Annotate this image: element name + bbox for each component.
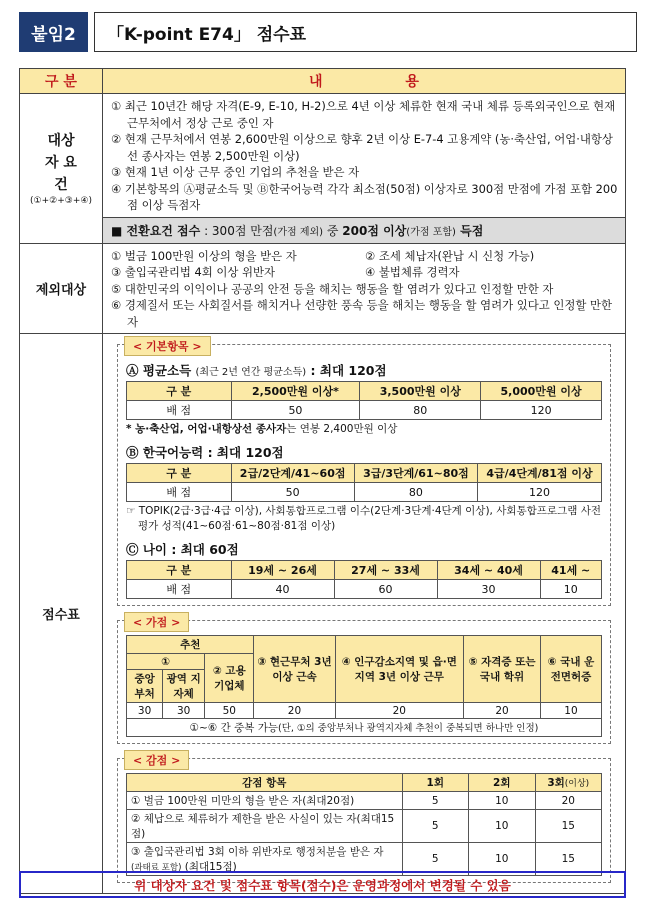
income-h2: 3,500만원 이상 [360, 382, 481, 401]
deduct-table [126, 773, 602, 876]
eligibility-item: ④ 기본항목의 Ⓐ평균소득 및 Ⓑ한국어능력 각각 최소점(50점) 이상자로 300점 만점에 가점 포함 200점 이상 득점자 [111, 181, 618, 212]
korean-title [126, 443, 602, 461]
bonus-c6: ⑥ 국내 운전면허증 [540, 636, 601, 703]
income-h3: 5,000만원 이상 [481, 382, 602, 401]
income-v1: 50 [231, 401, 360, 420]
age-v2: 60 [334, 580, 437, 599]
age-h4: 41세 ~ [540, 561, 601, 580]
score-row [20, 334, 626, 894]
age-h2: 27세 ~ 33세 [334, 561, 437, 580]
transfer-prefix: ■ 전환요건 점수 [111, 223, 201, 238]
transfer-mid1: : 300점 만점 [200, 223, 274, 238]
deduct-box [117, 754, 611, 883]
exclusion-pair [111, 264, 619, 281]
bonus-v2: 50 [205, 703, 254, 719]
transfer-sm1: (가점 제외) [273, 226, 324, 238]
bonus-box [117, 616, 611, 744]
eligibility-row [20, 94, 626, 244]
document-header [19, 12, 637, 52]
exclusion-content [103, 243, 626, 334]
income-title-sub: (최근 2년 연간 평균소득) [195, 367, 307, 378]
korean-header-row [127, 464, 602, 483]
deduct-item: ① 벌금 100만원 미만의 형을 받은 자(최대20점) [127, 792, 403, 810]
eligibility-label-sub: (①+②+③+④) [30, 196, 92, 207]
income-v2: 80 [360, 401, 481, 420]
age-title-max: : 최대 60점 [167, 542, 239, 557]
eligibility-label: 대상자 요건 [45, 133, 77, 194]
korean-h3: 4급/4단계/81점 이상 [478, 464, 602, 483]
deduct-item: ② 체납으로 체류허가 제한을 받은 사실이 있는 자(최대15점) [127, 810, 403, 843]
bonus-note-row [127, 719, 602, 737]
income-v3: 120 [481, 401, 602, 420]
exclusion-pair [111, 248, 619, 265]
korean-note: ☞ TOPIK(2급·3급·4급 이상), 사회통합프로그램 이수(2단계·3단계·4단계 이상), 사회통합프로그램 사전평가 성적(41~60점·61~80점·81점 이상) [126, 505, 601, 532]
exclusion-item: ④ 불법체류 경력자 [365, 265, 460, 279]
korean-v0: 배 점 [127, 483, 232, 502]
age-v1: 40 [231, 580, 334, 599]
deduct-v: 5 [402, 792, 469, 810]
korean-h1: 2급/2단계/41~60점 [231, 464, 354, 483]
transfer-requirement [103, 217, 625, 243]
transfer-suffix: 득점 [455, 223, 484, 238]
eligibility-item: ② 현재 근무처에서 연봉 2,600만원 이상으로 향후 2년 이상 E-7-4 고용계약 (농·축산업, 어업·내항상선 종사자는 연봉 2,500만원 이상) [111, 132, 613, 163]
deduct-h3 [535, 774, 602, 792]
deduct-h2: 2회 [469, 774, 536, 792]
age-h0: 구 분 [127, 561, 232, 580]
deduct-h0: 감점 항목 [127, 774, 403, 792]
income-value-row [127, 401, 602, 420]
age-title-text: Ⓒ 나이 [126, 542, 168, 557]
bonus-table [126, 635, 602, 737]
eligibility-label-cell [20, 94, 103, 244]
deduct-row [127, 792, 602, 810]
deduct-v: 5 [402, 843, 469, 876]
income-h1: 2,500만원 이상* [231, 382, 360, 401]
korean-v2: 80 [354, 483, 477, 502]
exclusion-item: ② 조세 체납자(완납 시 신청 가능) [365, 248, 535, 263]
deduct-v: 10 [469, 843, 536, 876]
korean-title-text: Ⓑ 한국어능력 [126, 445, 204, 460]
bonus-v6: 10 [540, 703, 601, 719]
korean-h0: 구 분 [127, 464, 232, 483]
exclusion-item: ⑤ 대한민국의 이익이나 공공의 안전 등을 해치는 행동을 할 염려가 있다고 인정할 만한 자 [111, 281, 554, 296]
exclusion-row [20, 243, 626, 334]
age-v4: 10 [540, 580, 601, 599]
korean-title-max: : 최대 120점 [203, 445, 284, 460]
basic-items-box [117, 340, 611, 606]
age-header-row [127, 561, 602, 580]
bonus-c4: ④ 인구감소지역 및 읍·면지역 3년 이상 근무 [335, 636, 464, 703]
exclusion-item: ① 벌금 100만원 이상의 형을 받은 자 [111, 248, 297, 263]
income-title-text: Ⓐ 평균소득 [126, 363, 192, 378]
bonus-v5: 20 [464, 703, 541, 719]
income-table [126, 381, 602, 420]
exclusion-label: 제외대상 [20, 243, 103, 334]
bonus-header-row1 [127, 636, 602, 654]
bonus-note-sm: (단, ①의 중앙부처나 광역지자체 추천이 중복되면 하나만 인정) [278, 723, 539, 734]
korean-h2: 3급/3단계/61~80점 [354, 464, 477, 483]
deduct-h3-sm: (이상) [564, 779, 590, 789]
bonus-value-row [127, 703, 602, 719]
bonus-note-text: ①~⑥ 간 중복 가능 [189, 722, 278, 734]
deduct-tag: < 감점 > [124, 750, 189, 770]
deduct-row [127, 810, 602, 843]
income-h0: 구 분 [127, 382, 232, 401]
bonus-c1a: 중앙 부처 [127, 670, 163, 703]
age-h3: 34세 ~ 40세 [437, 561, 540, 580]
age-v3: 30 [437, 580, 540, 599]
deduct-v: 5 [402, 810, 469, 843]
transfer-sm2: (가점 포함) [406, 226, 456, 238]
transfer-mid2: 중 [323, 223, 343, 238]
transfer-bold2: 200점 이상 [342, 223, 407, 238]
age-title [126, 540, 602, 558]
bonus-c1b: 광역 지자체 [163, 670, 205, 703]
deduct-h1: 1회 [402, 774, 469, 792]
main-table [19, 68, 626, 894]
korean-v3: 120 [478, 483, 602, 502]
bonus-c3: ③ 현근무처 3년 이상 근속 [254, 636, 335, 703]
header-content: 내 용 [103, 69, 626, 94]
eligibility-item: ③ 현재 1년 이상 근무 중인 기업의 추천을 받은 자 [111, 165, 360, 179]
income-header-row [127, 382, 602, 401]
eligibility-content [103, 94, 626, 244]
korean-v1: 50 [231, 483, 354, 502]
bonus-v1: 30 [163, 703, 205, 719]
age-value-row [127, 580, 602, 599]
income-title-max: : 최대 120점 [306, 363, 387, 378]
score-label: 점수표 [20, 334, 103, 894]
appendix-tag: 붙임2 [19, 12, 88, 52]
age-h1: 19세 ~ 26세 [231, 561, 334, 580]
bonus-note [127, 719, 602, 737]
bonus-tag: < 가점 > [124, 612, 189, 632]
bonus-v0: 30 [127, 703, 163, 719]
deduct-v: 15 [535, 810, 602, 843]
korean-table [126, 463, 602, 502]
bonus-c5: ⑤ 자격증 또는 국내 학위 [464, 636, 541, 703]
footer-notice: 위 대상자 요건 및 점수표 항목(점수)은 운영과정에서 변경될 수 있음 [19, 871, 626, 898]
deduct-header-row [127, 774, 602, 792]
bonus-c2: ② 고용 기업체 [205, 654, 254, 703]
deduct-item-sm: (과태료 포함) [131, 863, 182, 873]
deduct-item-tail: (최대15점) [184, 861, 237, 873]
exclusion-item: ③ 출입국관리법 4회 이상 위반자 [111, 265, 275, 279]
income-v0: 배 점 [127, 401, 232, 420]
deduct-v: 10 [469, 792, 536, 810]
deduct-h3-text: 3회 [547, 777, 565, 789]
deduct-item-text: ③ 출입국관리법 3회 이하 위반자로 행정처분을 받은 자 [131, 846, 384, 858]
bonus-v4: 20 [335, 703, 464, 719]
income-note-rest: 는 연봉 2,400만원 이상 [286, 423, 398, 435]
income-note [126, 422, 602, 437]
bonus-v3: 20 [254, 703, 335, 719]
bonus-recommend: 추천 [127, 636, 254, 654]
table-header-row [20, 69, 626, 94]
deduct-v: 20 [535, 792, 602, 810]
age-v0: 배 점 [127, 580, 232, 599]
document-title: 「K-point E74」 점수표 [94, 12, 637, 52]
exclusion-item: ⑥ 경제질서 또는 사회질서를 해치거나 선량한 풍속 등을 해치는 행동을 할 염려가 있다고 인정할 만한 자 [111, 298, 613, 329]
deduct-v: 15 [535, 843, 602, 876]
bonus-c1: ① [127, 654, 205, 670]
eligibility-item: ① 최근 10년간 해당 자격(E-9, E-10, H-2)으로 4년 이상 체류한 현재 국내 체류 등록외국인으로 현재 근무처에서 정상 근로 중인 자 [111, 99, 616, 130]
korean-value-row [127, 483, 602, 502]
basic-items-tag: < 기본항목 > [124, 336, 211, 356]
deduct-v: 10 [469, 810, 536, 843]
income-note-bold: * 농·축산업, 어업·내항상선 종사자 [126, 423, 287, 435]
age-table [126, 560, 602, 599]
score-content [103, 334, 626, 894]
income-title [126, 361, 602, 379]
header-category: 구 분 [20, 69, 103, 94]
